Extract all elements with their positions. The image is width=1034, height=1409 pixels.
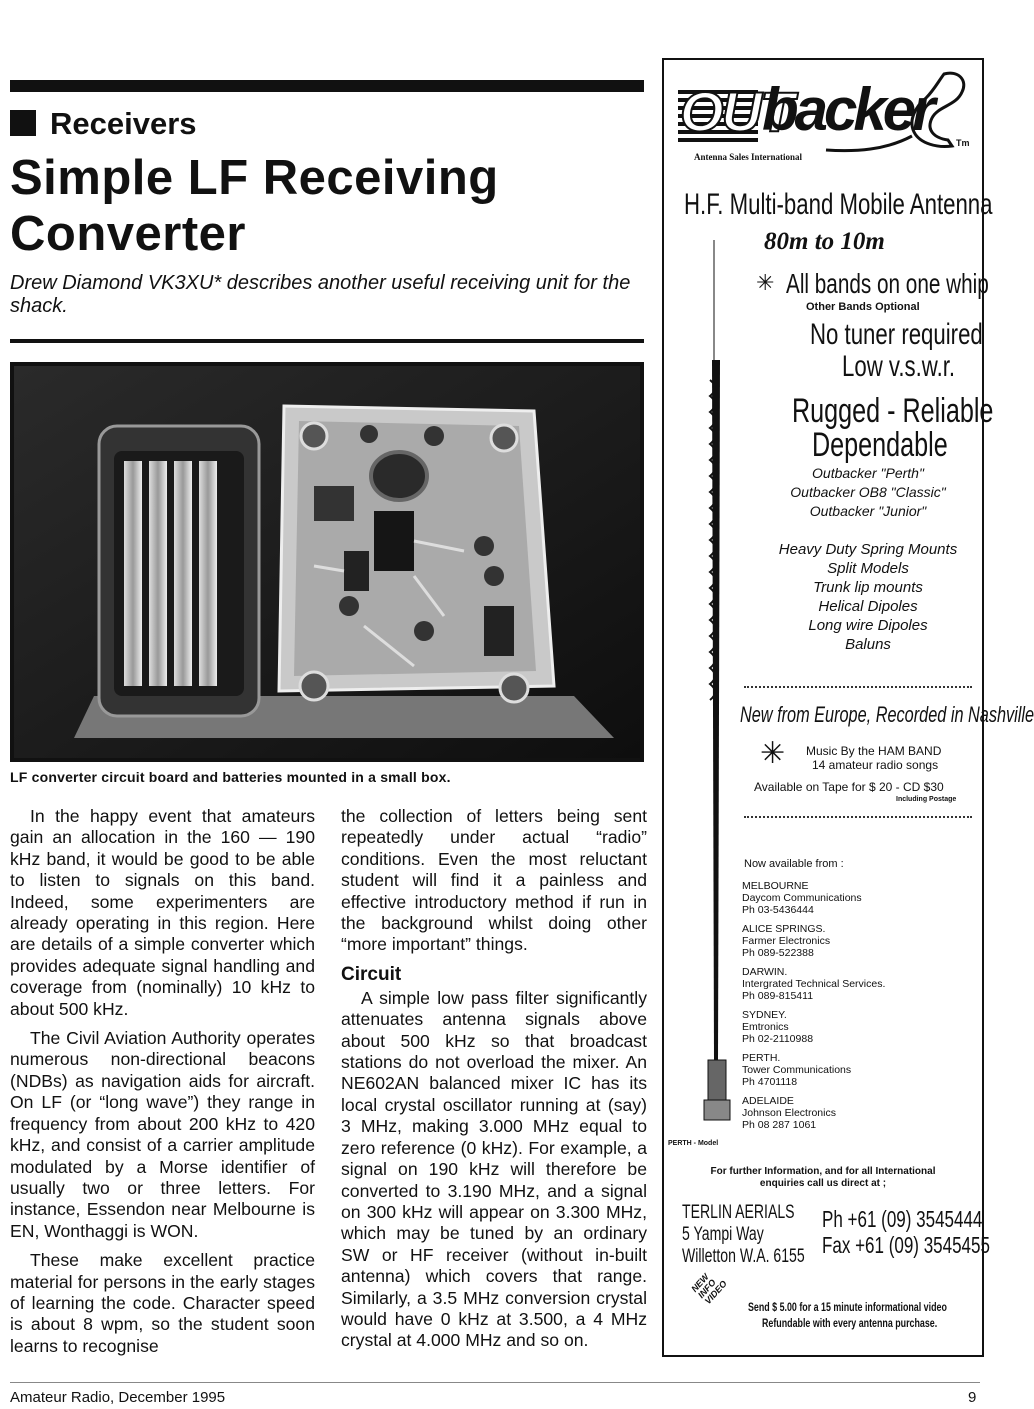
dealer-name: Tower Communications bbox=[742, 1064, 852, 1076]
dealer-entry bbox=[742, 880, 885, 916]
brand-out: OUT bbox=[680, 80, 793, 143]
circuit-heading: Circuit bbox=[341, 963, 402, 985]
dotted-divider bbox=[744, 816, 972, 818]
dealer-name: Farmer Electronics bbox=[742, 935, 831, 947]
paragraph: A simple low pass filter significantly attenuates antenna signals above about 500 kHz so that broadcast stations do not overload the mixer. An NE602AN balanced mixer IC has its local crystal oscillator running at (say) 3 MHz, making 3.000 MHz equal to zero reference (0 kHz). For example, a signal on 190 kHz will therefore be converted to 3.190 MHz, and a signal on 300 kHz will appear on 3.300 MHz, which may be tuned by an ordinary SW or HF receiver (without in-built antenna) which covers that range. Similarly, a 3.5 MHz conversion crystal would have 0 kHz at 3.500, a 4 MHz crystal at 4.000 MHz and so on. bbox=[341, 987, 647, 1351]
section-label: Receivers bbox=[50, 106, 197, 141]
brand-tagline: Antenna Sales International bbox=[694, 152, 803, 162]
model-item: Outbacker "Junior" bbox=[809, 503, 927, 519]
dealer-phone: Ph 089-522388 bbox=[742, 947, 814, 959]
trademark: Tm bbox=[956, 138, 970, 148]
divider-rule bbox=[10, 339, 644, 343]
feature-rugged: Rugged - Reliable bbox=[792, 392, 994, 430]
star-icon: ✳ bbox=[756, 270, 775, 295]
dealer-name: Daycom Communications bbox=[742, 892, 862, 904]
section-square-icon bbox=[10, 110, 36, 136]
extras-item: Heavy Duty Spring Mounts bbox=[778, 541, 958, 558]
antenna-whip-illustration bbox=[686, 240, 746, 1140]
further-info bbox=[674, 1166, 972, 1190]
address-line-1: TERLIN AERIALS bbox=[682, 1202, 795, 1223]
standfirst: Drew Diamond VK3XU* describes another useful receiving unit for the shack. bbox=[10, 272, 631, 317]
dealer-phone: Ph 089-815411 bbox=[742, 990, 814, 1002]
dealer-name: Intergrated Technical Services. bbox=[742, 978, 886, 990]
feature-all-bands: All bands on one whip bbox=[786, 268, 989, 299]
extras-item: Baluns bbox=[845, 636, 891, 653]
dealer-entry bbox=[742, 1052, 885, 1088]
address-line-3: Willetton W.A. 6155 bbox=[682, 1246, 805, 1267]
further-line-2: enquiries call us direct at ; bbox=[759, 1178, 887, 1189]
dealer-phone: Ph 4701118 bbox=[742, 1076, 798, 1088]
extras-item: Split Models bbox=[827, 560, 909, 577]
music-line-1: Music By the HAM BAND bbox=[806, 744, 942, 758]
dealer-city: MELBOURNE bbox=[742, 880, 809, 892]
europe-line: New from Europe, Recorded in Nashville bbox=[740, 702, 1034, 727]
brand-logo bbox=[676, 66, 974, 166]
extras-item: Helical Dipoles bbox=[818, 598, 918, 615]
feature-low-vswr: Low v.s.w.r. bbox=[842, 350, 956, 383]
new-video-badge: NEW INFO VIDEO bbox=[689, 1271, 729, 1307]
dealer-city: PERTH. bbox=[742, 1052, 781, 1064]
dealer-phone: Ph 02-2110988 bbox=[742, 1033, 814, 1045]
dealer-entry bbox=[742, 966, 885, 1002]
ad-headline: H.F. Multi-band Mobile Antenna bbox=[684, 188, 993, 221]
feature-dependable: Dependable bbox=[812, 426, 948, 464]
page-number: 9 bbox=[968, 1389, 977, 1406]
article-column-2 bbox=[341, 806, 647, 1360]
dotted-divider bbox=[744, 686, 972, 688]
paragraph: the collection of letters being sent repeatedly under actual “radio” conditions. Even the most reluctant student will find it a painless and effective introductory method if run in the background whilst doing other “more important” things. bbox=[341, 806, 647, 955]
video-offer: Send $ 5.00 for a 15 minute informational video bbox=[748, 1300, 947, 1314]
perth-model-label: PERTH - Model bbox=[668, 1140, 719, 1147]
band-range: 80m to 10m bbox=[764, 228, 885, 255]
paragraph: These make excellent practice material for persons in the early stages of learning the code. Character speed is about 8 wpm, so the student soon learns to recognise bbox=[10, 1250, 315, 1356]
fax-number: Fax +61 (09) 3545455 bbox=[822, 1232, 990, 1258]
feature-no-tuner: No tuner required bbox=[810, 318, 983, 351]
address-line-2: 5 Yampi Way bbox=[682, 1224, 764, 1245]
video-refund: Refundable with every antenna purchase. bbox=[762, 1316, 938, 1330]
extras-item: Long wire Dipoles bbox=[808, 617, 928, 634]
dealer-phone: Ph 03-5436444 bbox=[742, 904, 814, 916]
circuit-photo bbox=[10, 362, 644, 762]
extras-item: Trunk lip mounts bbox=[813, 579, 923, 596]
photo-caption: LF converter circuit board and batteries mounted in a small box. bbox=[10, 769, 451, 785]
article-column-1 bbox=[10, 806, 315, 1365]
dealer-city: SYDNEY. bbox=[742, 1009, 787, 1021]
music-line-2: 14 amateur radio songs bbox=[812, 758, 939, 772]
outbacker-advertisement bbox=[662, 58, 1034, 1357]
dealer-name: Emtronics bbox=[742, 1021, 789, 1033]
dealer-entry bbox=[742, 923, 885, 959]
footer-rule bbox=[10, 1382, 980, 1383]
star-burst-icon: ✳ bbox=[760, 737, 786, 770]
feature-other-bands: Other Bands Optional bbox=[806, 301, 920, 313]
dealer-list bbox=[742, 880, 885, 1131]
model-list bbox=[768, 464, 968, 521]
brand-backer: backer bbox=[762, 76, 932, 143]
paragraph: In the happy event that amateurs gain an allocation in the 160 — 190 kHz band, it would be good to be able to listen to signals on this band. Indeed, some experimenters are already operating in this region. Here are details of a simple converter which provides adequate signal handling and coverage from (nominally) 10 kHz to about 500 kHz. bbox=[10, 806, 315, 1019]
available-heading: Now available from : bbox=[744, 858, 844, 870]
footer-publication: Amateur Radio, December 1995 bbox=[10, 1389, 226, 1406]
dealer-city: ALICE SPRINGS. bbox=[742, 923, 826, 935]
top-rule bbox=[10, 80, 644, 92]
article-title: Simple LF Receiving Converter bbox=[10, 151, 499, 261]
dealer-city: ADELAIDE bbox=[742, 1095, 794, 1107]
paragraph: The Civil Aviation Authority operates numerous non-directional beacons (NDBs) as navigation aids for aircraft. On LF (or “long wave”) they range in frequency from about 200 kHz to 420 kHz, and consist of a carrier amplitude modulated by a Morse identifier of usually two or three letters. For instance, Essendon near Melbourne is EN, Wonthaggi is WON. bbox=[10, 1028, 315, 1241]
further-line-1: For further Information, and for all International bbox=[710, 1166, 936, 1177]
section-heading bbox=[10, 106, 197, 142]
phone-number: Ph +61 (09) 3545444 bbox=[822, 1206, 983, 1232]
dealer-phone: Ph 08 287 1061 bbox=[742, 1119, 817, 1131]
dealer-entry bbox=[742, 1095, 885, 1131]
model-item: Outbacker OB8 "Classic" bbox=[790, 484, 946, 500]
dealer-city: DARWIN. bbox=[742, 966, 788, 978]
model-item: Outbacker "Perth" bbox=[812, 465, 924, 481]
extras-list bbox=[768, 540, 968, 654]
dealer-entry bbox=[742, 1009, 885, 1045]
tape-price: Available on Tape for $ 20 - CD $30 bbox=[754, 780, 944, 794]
postage-note: Including Postage bbox=[896, 796, 957, 803]
dealer-name: Johnson Electronics bbox=[742, 1107, 836, 1119]
